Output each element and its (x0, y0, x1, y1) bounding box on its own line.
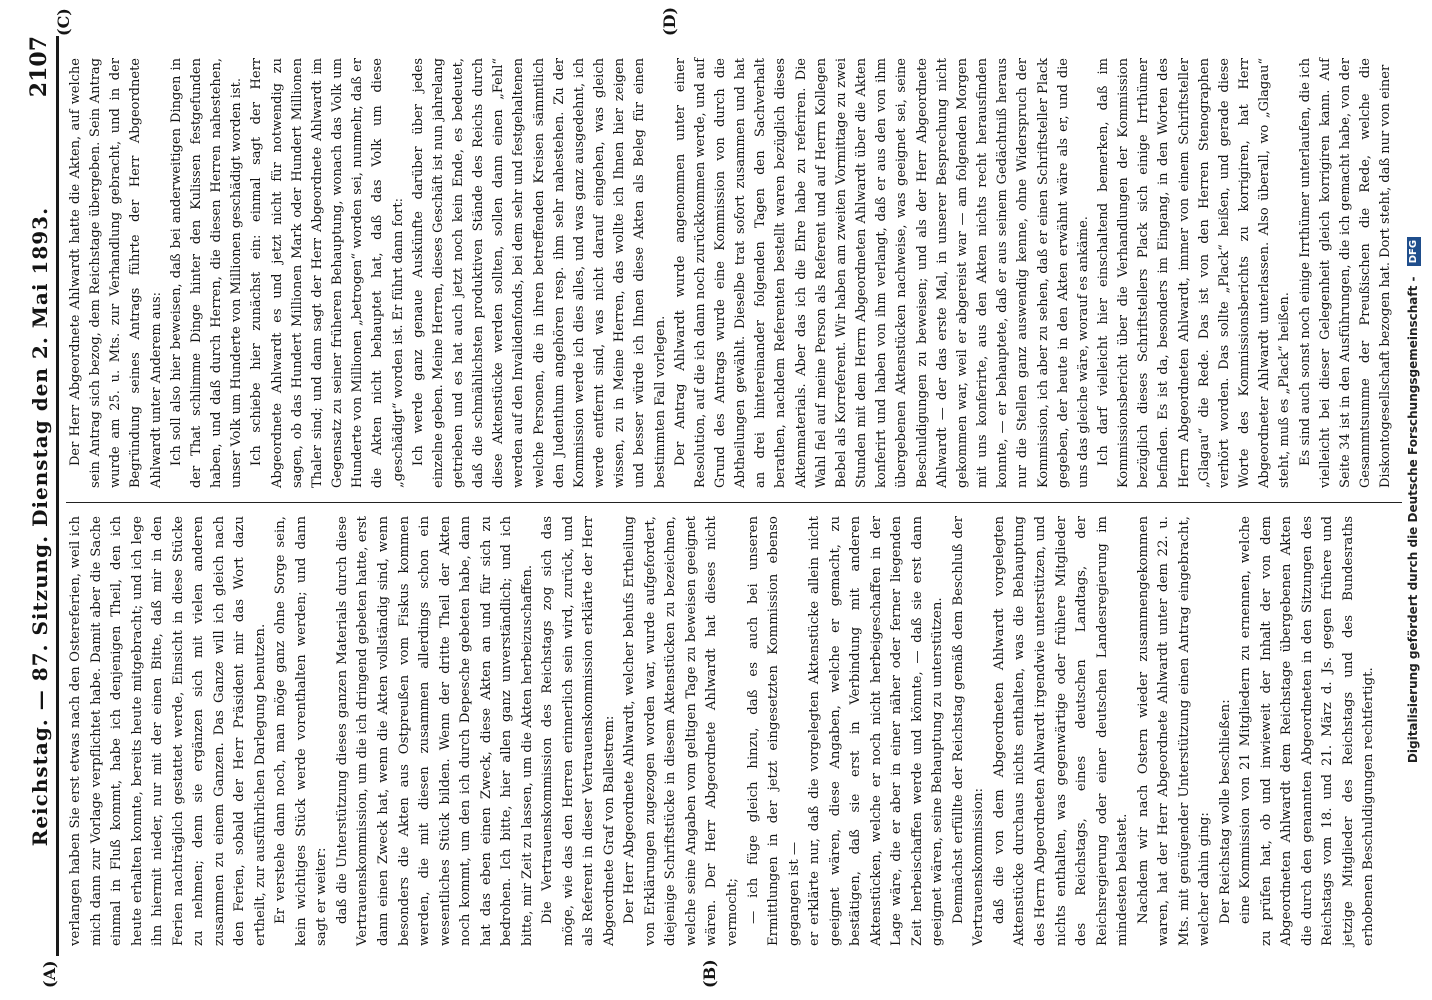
page-header (16, 36, 59, 956)
paragraph: daß die von dem Abgeordneten Ahlwardt vorgelegten Aktenstücke durchaus nichts enthalten, was die Behauptung des Herrn Abgeordneten Ahlwardt irgendwie unterstützen, und nichts enthalten, was gegenwärtige oder frühere Mitglieder des Reichstags, eines deutschen Landtags, der Reichsregierung oder einer deutschen Landesregierung im mindesten belastet. (991, 516, 1131, 946)
margin-marker-b: (B) (700, 959, 719, 988)
dfg-logo-icon: DFG (1407, 237, 1421, 266)
paragraph: Der Herr Abgeordnete Ahlwardt hatte die Akten, auf welche sein Antrag sich bezog, dem Reichstage übergeben. Sein Antrag wurde am 25. u. Mts. zur Verhandlung gebracht, und in der Begründung seines Antrags führte der Herr Abgeordnete Ahlwardt unter Anderem aus: (68, 58, 164, 488)
margin-marker-c: (C) (54, 8, 73, 36)
paragraph: Die Vertrauenskommission des Reichstags zog sich das möge, wie das den Herren erinnerlich sein wird, zurück, und als Referent in dieser Vertrauenskommission erklärte der Herr Abgeordnete Graf von Ballestrem: (540, 516, 617, 946)
page-number: 2107 (26, 36, 52, 98)
paragraph: verlangen haben Sie erst etwas nach den Ostereferien, weil ich mich dann zur Vorlage verpflichtet habe. Damit aber die Sache einmal in Fluß kommt, habe ich denjenigen Theil, den ich heute erhalten konnte, bereits heute mitgebracht; und ich lege ihn hiermit nieder, nur mit der einen Bitte, daß mir in den Ferien nachträglich gestattet werde, Einsicht in diese Stücke zu nehmen; denn sie ergänzen sich mit vielen anderen zusammen zu einem Ganzen. Das Ganze will ich gleich nach den Ferien, sobald der Herr Präsident mir das Wort dazu ertheilt, zur ausführlichen Darlegung benutzen. (68, 516, 268, 946)
paragraph: Nachdem wir nach Ostern wieder zusammengekommen waren, hat der Herr Abgeordnete Ahlwardt unter dem 22. u. Mts. mit genügender Unterstützung einen Antrag eingebracht, welcher dahin ging: (1135, 516, 1213, 946)
paragraph: — ich füge gleich hinzu, daß es auch bei unseren Ermittlungen in der jetzt eingesetzten Kommission ebenso gegangen ist — (745, 516, 802, 946)
paragraph: Ich darf vielleicht hier einschaltend bemerken, daß im Kommissionsbericht über die Verhandlungen der Kommission bezüglich dieses Schriftstellers Plack sich einige Irrthümer befinden. Es ist da, besonders im Eingang, in den Worten des Herrn Abgeordneten Ahlwardt, immer von einem Schriftsteller „Glagau“ die Rede. Das ist von den Herren Stenographen verhört worden. Das sollte „Plack“ heißen, und gerade diese Worte des Kommissionsberichts zu korrigiren, hat Herr Abgeordneter Ahlwardt unterlassen. Also überall, wo „Glagau“ steht, muß es „Plack“ heißen. (1095, 58, 1293, 488)
paragraph: daß die Unterstützung dieses ganzen Materials durch diese Vertrauenskommission, um die ich dringend gebeten hatte, erst dann einen Zweck hat, wenn die Akten vollständig sind, wenn besonders die Akten aus Ostpreußen vom Fiskus kommen werden, die mit diesen zusammen allerdings schon ein wesentliches Stück bilden. Wenn der dritte Theil der Akten noch kommt, um den ich durch Depesche gebeten habe, dann hat das eben einen Zweck, diese Akten an und für sich zu bedrohen. Ich bitte, hier allen ganz unverständlich; und ich bitte, mir Zeit zu lassen, um die Akten herbeizuschaffen. (334, 516, 535, 946)
left-column (66, 516, 1380, 946)
paragraph: Demnächst erfüllte der Reichstag gemäß dem Beschluß der Vertrauenskommission: (950, 516, 987, 946)
session-title: Reichstag. — 87. Sitzung. Dienstag den 2. Mai 1893. (28, 206, 52, 847)
margin-marker-d: (D) (660, 6, 679, 36)
paragraph: Ich werde ganz genaue Auskünfte darüber über jedes einzelne geben. Meine Herren, dieses Geschäft ist nun jahrelang getrieben und es hat auch jetzt noch kein Ende, es bedeutet, daß die schmählichsten produktiven Stände des Reichs durch diese Aktenstücke werden sollten, sollen dann einen „Fehl“ werden auf den Invalidenfonds, bei dem sehr und festgehaltenen welche Personen, die in ihren betreffenden Kreisen sämmtlich den Judenthum angehören resp. ihm sehr nahestehen. Zu der Kommission werde ich dies alles, und was ganz ausgedehnt, ich werde entfernt sind, was nicht darauf eingehen, was gleich wissen, zu in Meine Herren, das wollte ich Ihnen hier zeigen und besser würde ich Ihnen diese Akten als Beleg für einen bestimmten Fall vorlegen. (410, 58, 668, 488)
paragraph: Ich schiebe hier zunächst ein: einmal sagt der Herr Abgeordnete Ahlwardt es und jetzt nicht für notwendig zu sagen, ob das Hundert Millionen Mark oder Hundert Millionen Thaler sind; und dann sagt der Herr Abgeordnete Ahlwardt im Gegensatz zu seiner früheren Behauptung, wonach das Volk um Hunderte von Millionen „betrogen“ worden sei, nunmehr, daß er die Akten nicht behauptet hat, daß das Volk um diese „geschädigt“ worden ist. Er führt dann fort: (249, 58, 406, 488)
right-column (66, 58, 1396, 488)
paragraph: Der Reichstag wolle beschließen: (1217, 699, 1233, 924)
credit-text: Digitalisierung gefördert durch die Deutsche Forschungsgemeinschaft - (1406, 276, 1420, 764)
paragraph: Der Herr Abgeordnete Ahlwardt, welcher behufs Ertheilung von Erklärungen zugezogen worden war, wurde aufgefordert, diejenige Schriftstücke in diesem Aktenstücken zu bezeichnen, welche seine Angaben vom geltigen Tage zu beweisen geeignet wären. Der Herr Abgeordnete Ahlwardt hat dieses nicht vermocht; (622, 516, 740, 946)
paragraph: Der Antrag Ahlwardt wurde angenommen unter einer Resolution, auf die ich dann noch zurückkommen werde, und auf Grund des Antrags wurde eine Kommission von durch die Abtheilungen gewählt. Dieselbe trat sofort zusammen und hat an drei hintereinander folgenden Tagen den Sachverhalt berathen, nachdem Referenten bestellt waren bezüglich dieses Aktenmaterials. Aber das ich die Ehre habe zu referiren. Die Wahl fiel auf meine Person als Referent und auf Herrn Kollegen Bebel als Korreferent. Wir haben am zweiten Vormittage zu zwei Stunden mit dem Herrn Abgeordneten Ahlwardt über die Akten konferirt und haben von ihm verlangt, daß er aus den von ihm übergebenen Aktenstücken nachweise, was geeignet sei, seine Beschuldigungen zu beweisen; und als der Herr Abgeordnete Ahlwardt — der das erste Mal, in unserer Besprechung nicht gekommen war, weil er abgereist war — am folgenden Morgen mit uns konferirte, aus den Akten nichts recht herausfinden konnte, — er behauptete, daß er aus seinem Gedächtniß heraus nur die Stellen ganz auswendig kenne, ohne Widerspruch der Kommission, ich aber zu sehen, daß er einen Schriftsteller Plack gegeben, der heute in den Akten erwähnt wäre als er, und die uns das gleiche wäre, worauf es ankäme. (672, 58, 1091, 488)
margin-marker-a: (A) (40, 960, 59, 988)
paragraph: Es sind auch sonst noch einige Irrthümer unterlaufen, die ich vielleicht bei dieser Gelegenheit gleich korrigiren kann. Auf Seite 34 ist in den Ausführungen, die ich gemacht habe, von der Gesammtsumme der Preußischen die Rede, welche die Diskontogesellschaft bezogen hat. Dort steht, daß nur von einer (1297, 58, 1394, 488)
paragraph: Er verstehe dann noch, man möge ganz ohne Sorge sein, kein wichtiges Stück werde vorenthalten werden; und dann sagt er weiter: (273, 516, 330, 946)
column-divider (66, 502, 1402, 503)
digitization-credit (1406, 0, 1421, 1000)
paragraph: er erklärte nur, daß die vorgelegten Aktenstücke allein nicht geeignet wären, diese Angaben, welche er gemacht, zu bestätigen, daß sie erst in Verbindung mit anderen Aktenstücken, welche er noch nicht herbeigeschaffen in der Lage wäre, die er aber in einer näher oder ferner liegenden Zeit herbeischaffen werde und könnte, — daß sie erst dann geeignet wären, seine Behauptung zu unterstützen. (807, 516, 946, 946)
paragraph: Ich soll also hier beweisen, daß bei anderweitigen Dingen in der That schlimme Dinge hinter den Kulissen festgefunden haben, und daß durch Herren, die diesen Herren nahestehen, unser Volk um Hunderte von Millionen geschädigt worden ist. (168, 58, 245, 488)
paragraph: eine Kommission von 21 Mitgliedern zu ernennen, welche zu prüfen hat, ob und inwieweit der Inhalt der von dem Abgeordneten Ahlwardt dem Reichstage übergebenen Akten die durch den genannten Abgeordneten in den Sitzungen des Reichstags vom 18. und 21. März d. Js. gegen frühere und jetzige Mitglieder des Reichstags und des Bundesraths erhobenen Beschuldigungen rechtfertigt. (1238, 516, 1377, 946)
